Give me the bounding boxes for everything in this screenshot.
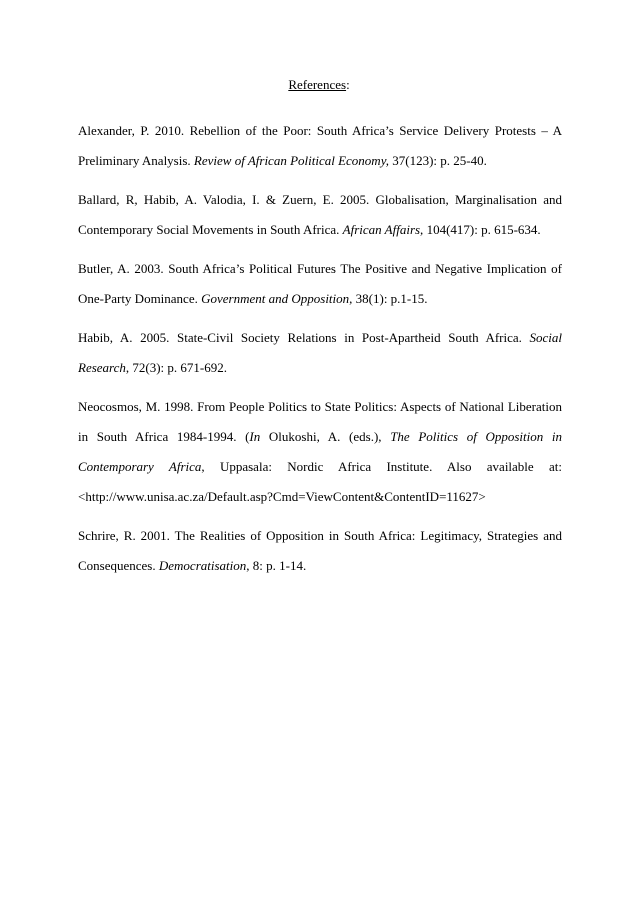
- reference-line: [78, 422, 562, 452]
- reference-text: <http://www.unisa.ac.za/Default.asp?Cmd=ViewContent&ContentID=11627>: [78, 489, 486, 504]
- reference-ballard: [78, 185, 562, 245]
- reference-text: , 8: p. 1-14.: [246, 558, 307, 573]
- references-title: References: [288, 77, 347, 92]
- reference-habib: [78, 323, 562, 383]
- book-title: Contemporary Africa: [78, 459, 202, 474]
- reference-line: [78, 452, 562, 482]
- journal-title: Review of African Political Economy,: [193, 153, 389, 168]
- reference-text: Schrire, R. 2001. The Realities of Opposition in South Africa: Legitimacy, Strategies and: [78, 528, 562, 543]
- reference-text: , 38(1): p.1-15.: [349, 291, 428, 306]
- reference-list: [78, 116, 562, 590]
- reference-neocosmos: [78, 392, 562, 512]
- reference-text: Habib, A. 2005. State-Civil Society Relations in Post-Apartheid South Africa.: [78, 330, 530, 345]
- journal-title: Social: [529, 330, 562, 345]
- reference-text: Ballard, R, Habib, A. Valodia, I. & Zuern, E. 2005. Globalisation, Marginalisation and: [78, 192, 562, 207]
- reference-schrire: [78, 521, 562, 581]
- reference-text: , 72(3): p. 671-692.: [125, 360, 227, 375]
- reference-text: Preliminary Analysis.: [78, 153, 194, 168]
- reference-line: [78, 254, 562, 284]
- reference-alexander: [78, 116, 562, 176]
- reference-line: [78, 521, 562, 551]
- reference-text: in South Africa 1984-1994. (: [78, 429, 250, 444]
- reference-line: [78, 323, 562, 353]
- reference-text: Neocosmos, M. 1998. From People Politics to State Politics: Aspects of National Liberation: [78, 399, 562, 414]
- reference-line: [78, 353, 562, 383]
- journal-title: African Affairs,: [342, 222, 424, 237]
- journal-title: Democratisation: [158, 558, 247, 573]
- journal-title: Research: [78, 360, 126, 375]
- reference-butler: [78, 254, 562, 314]
- reference-url: [78, 482, 562, 512]
- reference-text-italic: In: [249, 429, 261, 444]
- reference-text: 37(123): p. 25-40.: [389, 153, 487, 168]
- references-colon: :: [346, 77, 350, 92]
- reference-line: [78, 215, 562, 245]
- reference-line: [78, 392, 562, 422]
- reference-text: Butler, A. 2003. South Africa’s Political Futures The Positive and Negative Implication of: [78, 261, 562, 276]
- reference-text: 104(417): p. 615-634.: [423, 222, 541, 237]
- reference-line: [78, 185, 562, 215]
- reference-line: [78, 146, 562, 176]
- reference-text: Olukoshi, A. (eds.),: [260, 429, 391, 444]
- reference-text: , Uppasala: Nordic Africa Institute. Also available at:: [201, 459, 562, 474]
- reference-text: Consequences.: [78, 558, 159, 573]
- journal-title: Government and Opposition: [201, 291, 350, 306]
- references-heading: [0, 77, 638, 93]
- reference-text: One-Party Dominance.: [78, 291, 202, 306]
- reference-line: [78, 284, 562, 314]
- reference-line: [78, 551, 562, 581]
- book-title: The Politics of Opposition in: [390, 429, 562, 444]
- reference-text: Contemporary Social Movements in South Africa.: [78, 222, 343, 237]
- reference-text: Alexander, P. 2010. Rebellion of the Poor: South Africa’s Service Delivery Protests – A: [78, 123, 562, 138]
- reference-line: [78, 116, 562, 146]
